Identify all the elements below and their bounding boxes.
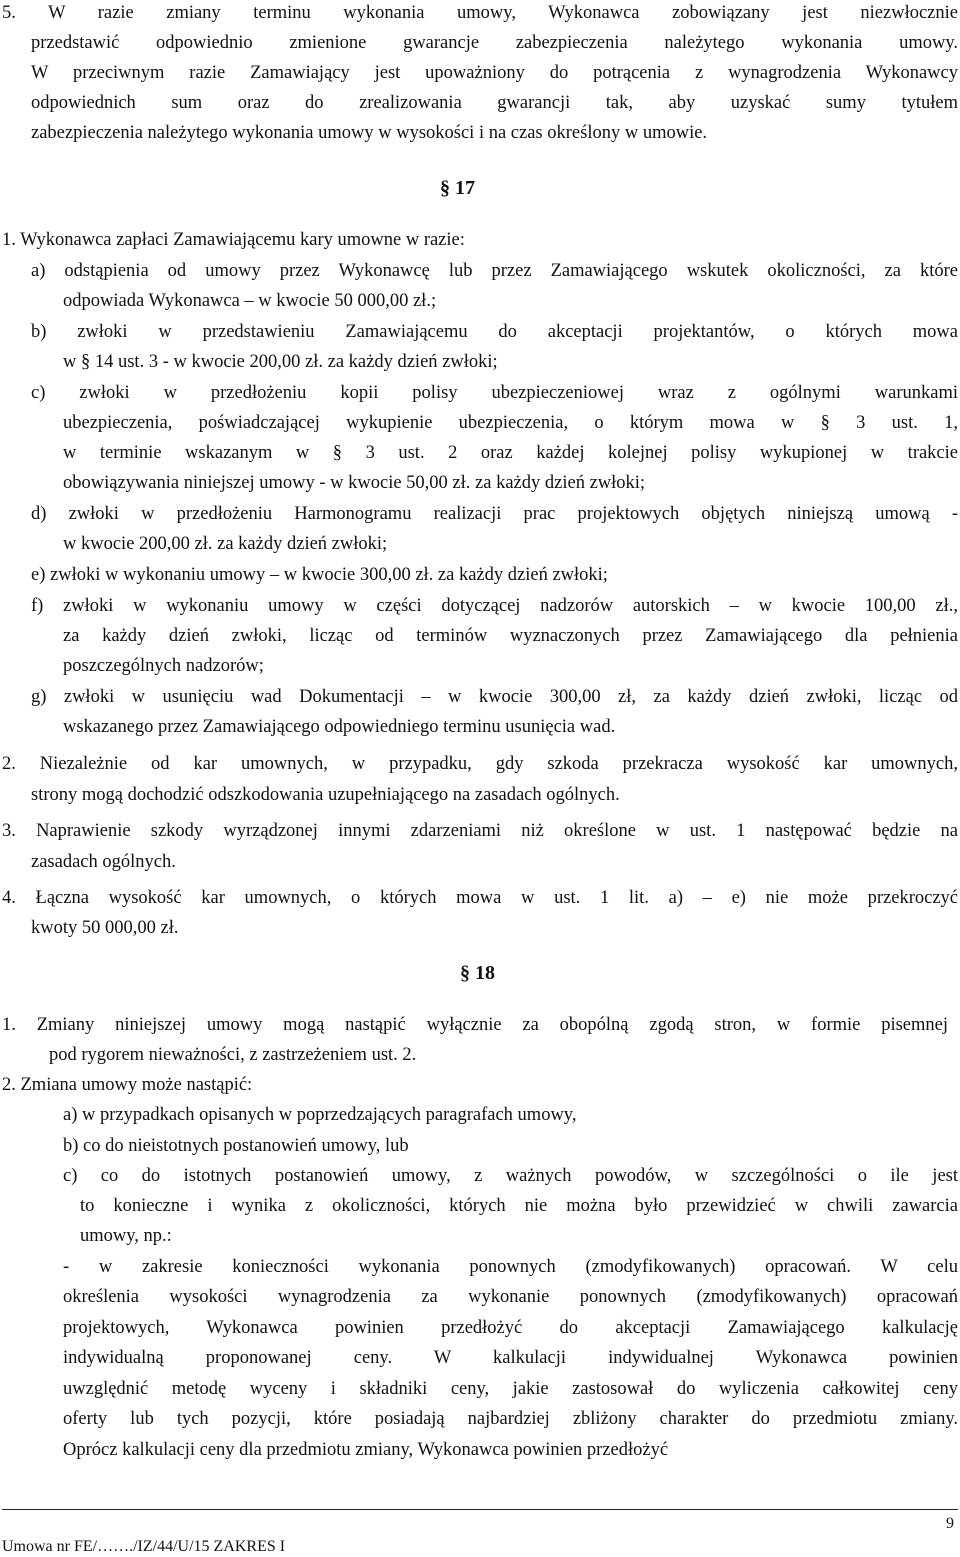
text-line: a) odstąpienia od umowy przez Wykonawcę lub przez Zamawiającego wskutek okoliczności, za które [31,261,958,281]
text-line: to konieczne i wynika z okoliczności, których nie można było przewidzieć w chwili zawarcia [80,1196,958,1216]
text-line: b) zwłoki w przedstawieniu Zamawiającemu do akceptacji projektantów, o których mowa [31,322,958,342]
text-line: określenia wysokości wynagrodzenia za wykonanie ponownych (zmodyfikowanych) opracowań [63,1287,958,1307]
text-line: odpowiada Wykonawca – w kwocie 50 000,00 zł.; [63,291,437,311]
text-line: g) zwłoki w usunięciu wad Dokumentacji – w kwocie 300,00 zł, za każdy dzień zwłoki, licząc od [31,687,958,707]
text-line: oferty lub tych pozycji, które posiadają najbardziej zbliżony charakter do przedmiotu zmiany. [63,1409,958,1429]
text-line: a) w przypadkach opisanych w poprzedzających paragrafach umowy, [63,1105,577,1125]
text-line: umowy, np.: [80,1226,172,1246]
text-line: zasadach ogólnych. [31,852,176,872]
text-line: 3. Naprawienie szkody wyrządzonej innymi zdarzeniami niż określone w ust. 1 następować będzie na [2,821,958,841]
text-line: projektowych, Wykonawca powinien przedłożyć do akceptacji Zamawiającego kalkulację [63,1318,958,1338]
text-line: w terminie wskazanym w § 3 ust. 2 oraz każdej kolejnej polisy wykupionej w trakcie [63,443,958,463]
text-line: w kwocie 200,00 zł. za każdy dzień zwłoki; [63,534,388,554]
text-line: zabezpieczenia należytego wykonania umowy w wysokości i na czas określony w umowie. [31,123,708,143]
footer-divider [2,1509,958,1510]
text-line: 1. Wykonawca zapłaci Zamawiającemu kary umowne w razie: [2,230,465,250]
text-line: indywidualną proponowanej ceny. W kalkulacji indywidualnej Wykonawca powinien [63,1348,958,1368]
text-line: 1. Zmiany niniejszej umowy mogą nastąpić wyłącznie za obopólną zgodą stron, w formie pisemnej [2,1015,948,1035]
text-line: pod rygorem nieważności, z zastrzeżeniem ust. 2. [49,1045,417,1065]
text-line: c) co do istotnych postanowień umowy, z ważnych powodów, w szczególności o ile jest [63,1166,958,1186]
text-line: b) co do nieistotnych postanowień umowy, lub [63,1136,409,1156]
section-heading: § 18 [460,962,495,984]
text-line: kwoty 50 000,00 zł. [31,918,179,938]
text-line: Oprócz kalkulacji ceny dla przedmiotu zmiany, Wykonawca powinien przedłożyć [63,1440,669,1460]
text-line: strony mogą dochodzić odszkodowania uzupełniającego na zasadach ogólnych. [31,785,620,805]
text-line: obowiązywania niniejszej umowy - w kwocie 50,00 zł. za każdy dzień zwłoki; [63,473,646,493]
text-line: e) zwłoki w wykonaniu umowy – w kwocie 300,00 zł. za każdy dzień zwłoki; [31,565,608,585]
text-line: uwzględnić metodę wyceny i składniki ceny, jakie zastosował do wyliczenia całkowitej ceny [63,1379,958,1399]
section-heading: § 17 [440,177,475,199]
text-line: w § 14 ust. 3 - w kwocie 200,00 zł. za każdy dzień zwłoki; [63,352,498,372]
text-line: c) zwłoki w przedłożeniu kopii polisy ubezpieczeniowej wraz z ogólnymi warunkami [31,383,958,403]
text-line: odpowiednich sum oraz do zrealizowania gwarancji tak, aby uzyskać sumy tytułem [31,93,958,113]
footer-document-id: Umowa nr FE/……./IZ/44/U/15 ZAKRES I [2,1538,286,1555]
text-line: za każdy dzień zwłoki, licząc od terminów wyznaczonych przez Zamawiającego dla pełnienia [63,626,958,646]
text-line: W przeciwnym razie Zamawiający jest upoważniony do potrącenia z wynagrodzenia Wykonawcy [31,63,958,83]
text-line: f) zwłoki w wykonaniu umowy w części dotyczącej nadzorów autorskich – w kwocie 100,00 zł., [31,596,958,616]
text-line: przedstawić odpowiednio zmienione gwarancje zabezpieczenia należytego wykonania umowy. [31,33,958,53]
text-line: 2. Zmiana umowy może nastąpić: [2,1075,253,1095]
text-line: ubezpieczenia, poświadczającej wykupienie ubezpieczenia, o którym mowa w § 3 ust. 1, [63,413,958,433]
text-line: 5. W razie zmiany terminu wykonania umowy, Wykonawca zobowiązany jest niezwłocznie [2,3,958,23]
text-line: - w zakresie konieczności wykonania ponownych (zmodyfikowanych) opracowań. W celu [63,1257,958,1277]
text-line: 4. Łączna wysokość kar umownych, o których mowa w ust. 1 lit. a) – e) nie może przekroczyć [2,888,958,908]
text-line: d) zwłoki w przedłożeniu Harmonogramu realizacji prac projektowych objętych niniejszą umową - [31,504,958,524]
text-line: wskazanego przez Zamawiającego odpowiedniego terminu usunięcia wad. [63,717,616,737]
page-number: 9 [946,1515,954,1532]
text-line: poszczególnych nadzorów; [63,656,264,676]
text-line: 2. Niezależnie od kar umownych, w przypadku, gdy szkoda przekracza wysokość kar umownych, [2,754,958,774]
